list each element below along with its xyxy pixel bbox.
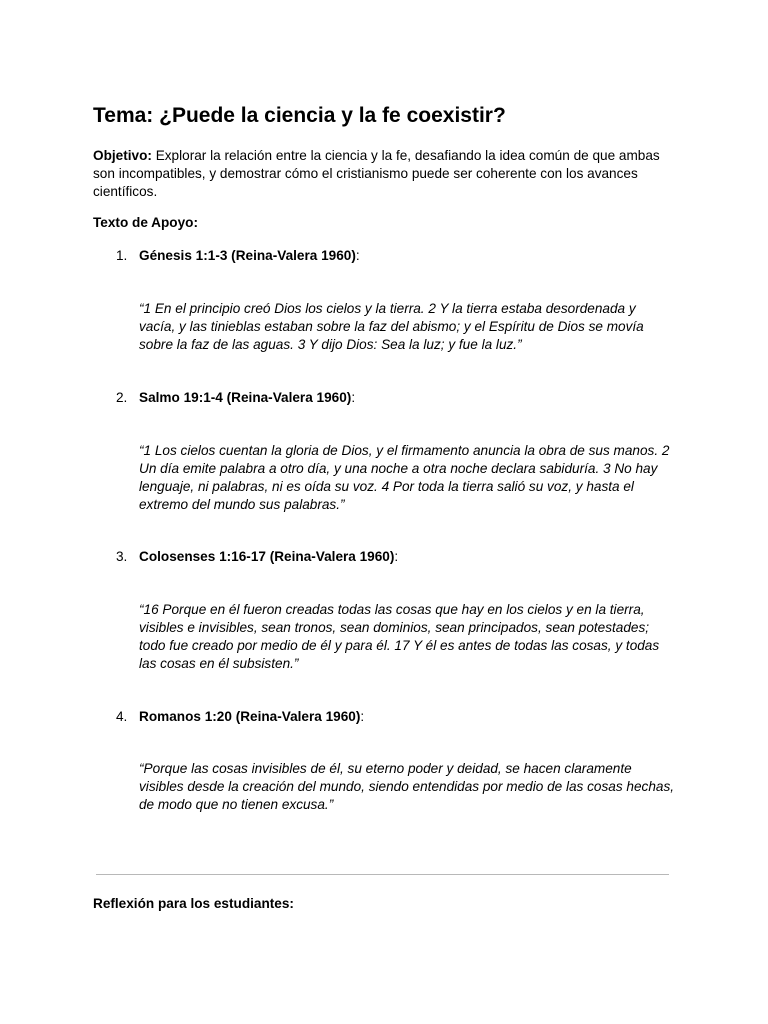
objective-label: Objetivo: — [93, 148, 152, 163]
passage-colon: : — [394, 549, 399, 564]
passage-item-romanos — [93, 708, 683, 812]
passage-item-colosenses — [93, 548, 683, 671]
objective-paragraph — [93, 147, 683, 201]
passage-number: 3. — [116, 549, 128, 564]
passage-reference — [139, 247, 360, 265]
passage-heading — [93, 708, 683, 726]
passage-colon: : — [360, 709, 365, 724]
passage-heading — [93, 247, 683, 265]
passage-quote: “Porque las cosas invisibles de él, su eterno poder y deidad, se hacen claramente visibles desde la creación del mundo, siendo entendidas por medio de las cosas hechas, de modo que no tienen excusa.” — [139, 761, 675, 812]
passage-reference — [139, 389, 355, 407]
passage-reference-bold: Romanos 1:20 (Reina-Valera 1960) — [139, 709, 361, 724]
passage-number: 2. — [116, 390, 128, 405]
horizontal-divider — [96, 874, 669, 875]
passage-quote: “1 En el principio creó Dios los cielos y la tierra. 2 Y la tierra estaba desordenada y vacía, y las tinieblas estaban sobre la faz del abismo; y el Espíritu de Dios se movía sobre la faz de las aguas. 3 Y dijo Dios: Sea la luz; y fue la luz.” — [139, 301, 644, 352]
passage-reference-bold: Colosenses 1:16-17 (Reina-Valera 1960) — [139, 549, 395, 564]
passage-colon: : — [351, 390, 356, 405]
passage-reference — [139, 548, 398, 566]
page-title: Tema: ¿Puede la ciencia y la fe coexistir? — [93, 104, 506, 127]
passage-number: 1. — [116, 248, 128, 263]
passage-number: 4. — [116, 709, 128, 724]
passage-reference-bold: Génesis 1:1-3 (Reina-Valera 1960) — [139, 248, 356, 263]
passage-reference-bold: Salmo 19:1-4 (Reina-Valera 1960) — [139, 390, 352, 405]
passage-heading — [93, 389, 683, 407]
passage-quote: “1 Los cielos cuentan la gloria de Dios, y el firmamento anuncia la obra de sus manos. 2 Un día emite palabra a otro día, y una noche a otra noche declara sabiduría. 3 No hay lenguaje, ni palabras, ni es oída su voz. 4 Por toda la tierra salió su voz, y hasta el extremo del mundo sus palabras.” — [139, 443, 670, 512]
passage-reference — [139, 708, 364, 726]
support-text-heading: Texto de Apoyo: — [93, 215, 198, 230]
passage-colon: : — [355, 248, 360, 263]
passage-item-salmo — [93, 389, 683, 512]
reflection-heading: Reflexión para los estudiantes: — [93, 896, 294, 911]
passage-heading — [93, 548, 683, 566]
passage-quote: “16 Porque en él fueron creadas todas las cosas que hay en los cielos y en la tierra, visibles e invisibles, sean tronos, sean dominios, sean principados, sean potestades; todo fue creado por medio de él y para él. 17 Y él es antes de todas las cosas, y todas las cosas en él subsisten.” — [139, 602, 660, 671]
objective-text: Explorar la relación entre la ciencia y la fe, desafiando la idea común de que ambas son incompatibles, y demostrar cómo el cristianismo puede ser coherente con los avances científicos. — [93, 148, 660, 199]
passage-item-genesis — [93, 247, 683, 352]
